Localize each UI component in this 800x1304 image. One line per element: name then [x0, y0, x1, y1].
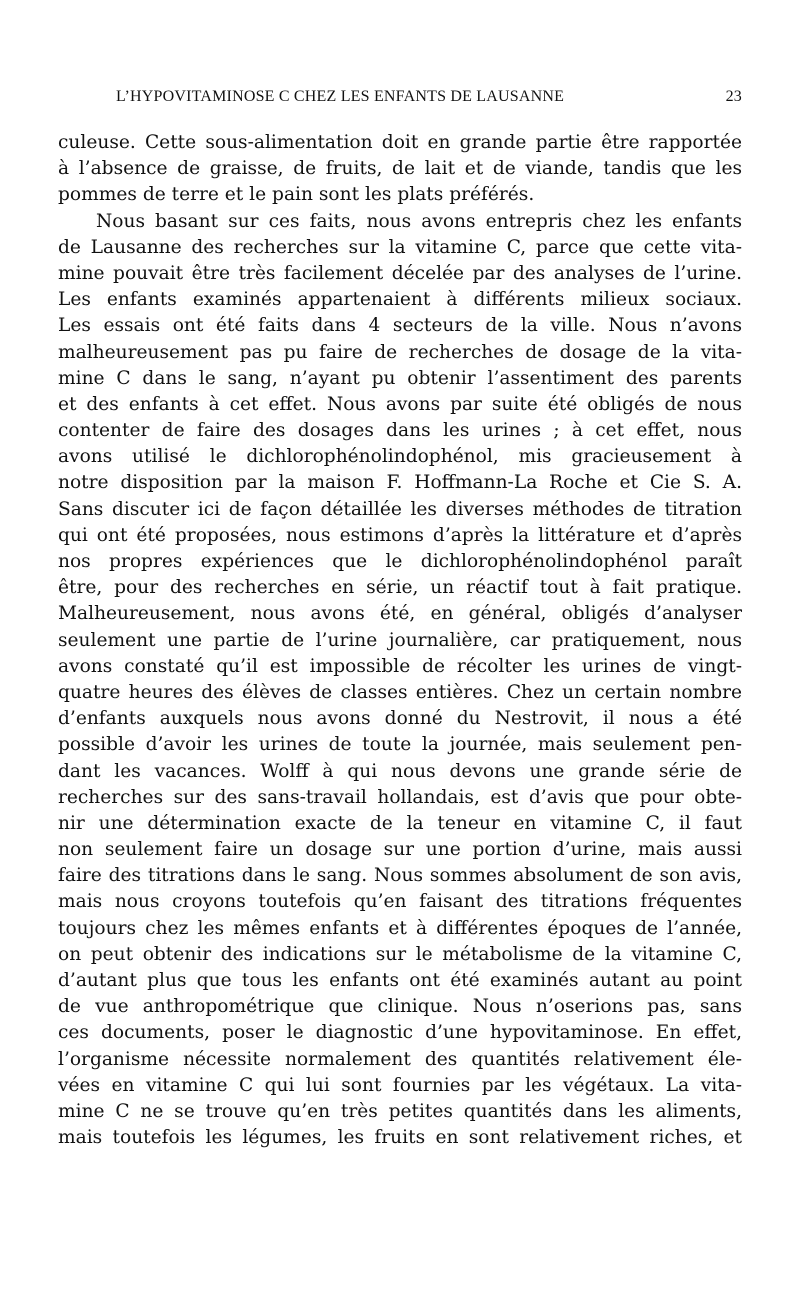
text-line: Malheureusement, nous avons été, en général, obligés d’analyser — [58, 603, 742, 625]
text-line: vées en vitamine C qui lui sont fournies par les végétaux. La vita- — [58, 1074, 742, 1096]
text-line: notre disposition par la maison F. Hoffmann-La Roche et Cie S. A. — [58, 472, 742, 494]
text-line: Les essais ont été faits dans 4 secteurs de la ville. Nous n’avons — [58, 315, 742, 337]
text-line: de Lausanne des recherches sur la vitamine C, parce que cette vita- — [58, 236, 742, 258]
body-text — [58, 130, 742, 1151]
text-line: contenter de faire des dosages dans les urines ; à cet effet, nous — [58, 420, 742, 442]
text-line: non seulement faire un dosage sur une portion d’urine, mais aussi — [58, 839, 742, 861]
page-number: 23 — [725, 88, 742, 105]
text-line: être, pour des recherches en série, un réactif tout à fait pratique. — [58, 577, 742, 599]
text-line: toujours chez les mêmes enfants et à différentes époques de l’année, — [58, 917, 742, 939]
text-line: culeuse. Cette sous-alimentation doit en grande partie être rapportée — [58, 132, 742, 153]
text-line: ces documents, poser le diagnostic d’une hypovitaminose. En effet, — [58, 1022, 742, 1044]
text-line: mais nous croyons toutefois qu’en faisant des titrations fréquentes — [58, 891, 742, 913]
text-line: recherches sur des sans-travail hollandais, est d’avis que pour obte- — [58, 786, 742, 808]
text-line: avons utilisé le dichlorophénolindophénol, mis gracieusement à — [58, 446, 742, 468]
text-line: Nous basant sur ces faits, nous avons entrepris chez les enfants — [96, 210, 742, 232]
text-line: qui ont été proposées, nous estimons d’après la littérature et d’après — [58, 524, 742, 546]
text-line: l’organisme nécessite normalement des quantités relativement éle- — [58, 1048, 742, 1070]
text-line: nir une détermination exacte de la teneur en vitamine C, il faut — [58, 812, 742, 834]
text-line: d’enfants auxquels nous avons donné du Nestrovit, il nous a été — [58, 708, 742, 730]
text-line: avons constaté qu’il est impossible de récolter les urines de vingt- — [58, 655, 742, 677]
text-line: possible d’avoir les urines de toute la journée, mais seulement pen- — [58, 734, 742, 756]
text-line: on peut obtenir des indications sur le métabolisme de la vitamine C, — [58, 943, 742, 965]
text-line: Les enfants examinés appartenaient à différents milieux sociaux. — [58, 289, 742, 311]
text-line: d’autant plus que tous les enfants ont été examinés autant au point — [58, 970, 742, 991]
text-line: à l’absence de graisse, de fruits, de lait et de viande, tandis que les — [58, 158, 742, 180]
text-line: nos propres expériences que le dichlorophénolindophénol paraît — [58, 551, 742, 572]
text-line: pommes de terre et le pain sont les plats préférés. — [58, 184, 535, 206]
text-line: mine C dans le sang, n’ayant pu obtenir l’assentiment des parents — [58, 367, 742, 389]
text-line: mine C ne se trouve qu’en très petites quantités dans les aliments, — [58, 1100, 742, 1122]
running-header — [116, 88, 742, 112]
text-line: dant les vacances. Wolff à qui nous devons une grande série de — [58, 760, 742, 782]
text-line: mine pouvait être très facilement décelée par des analyses de l’urine. — [58, 262, 742, 284]
text-line: seulement une partie de l’urine journalière, car pratiquement, nous — [58, 629, 742, 651]
text-line: de vue anthropométrique que clinique. Nous n’oserions pas, sans — [58, 996, 742, 1018]
text-line: faire des titrations dans le sang. Nous sommes absolument de son avis, — [58, 865, 742, 887]
text-line: et des enfants à cet effet. Nous avons par suite été obligés de nous — [58, 393, 742, 415]
text-line: malheureusement pas pu faire de recherches de dosage de la vita- — [58, 341, 742, 363]
text-line: mais toutefois les légumes, les fruits en sont relativement riches, et — [58, 1127, 742, 1149]
running-title: L’HYPOVITAMINOSE C CHEZ LES ENFANTS DE LAUSANNE — [116, 88, 565, 105]
text-line: quatre heures des élèves de classes entières. Chez un certain nombre — [58, 681, 742, 703]
text-line: Sans discuter ici de façon détaillée les diverses méthodes de titration — [58, 498, 742, 520]
